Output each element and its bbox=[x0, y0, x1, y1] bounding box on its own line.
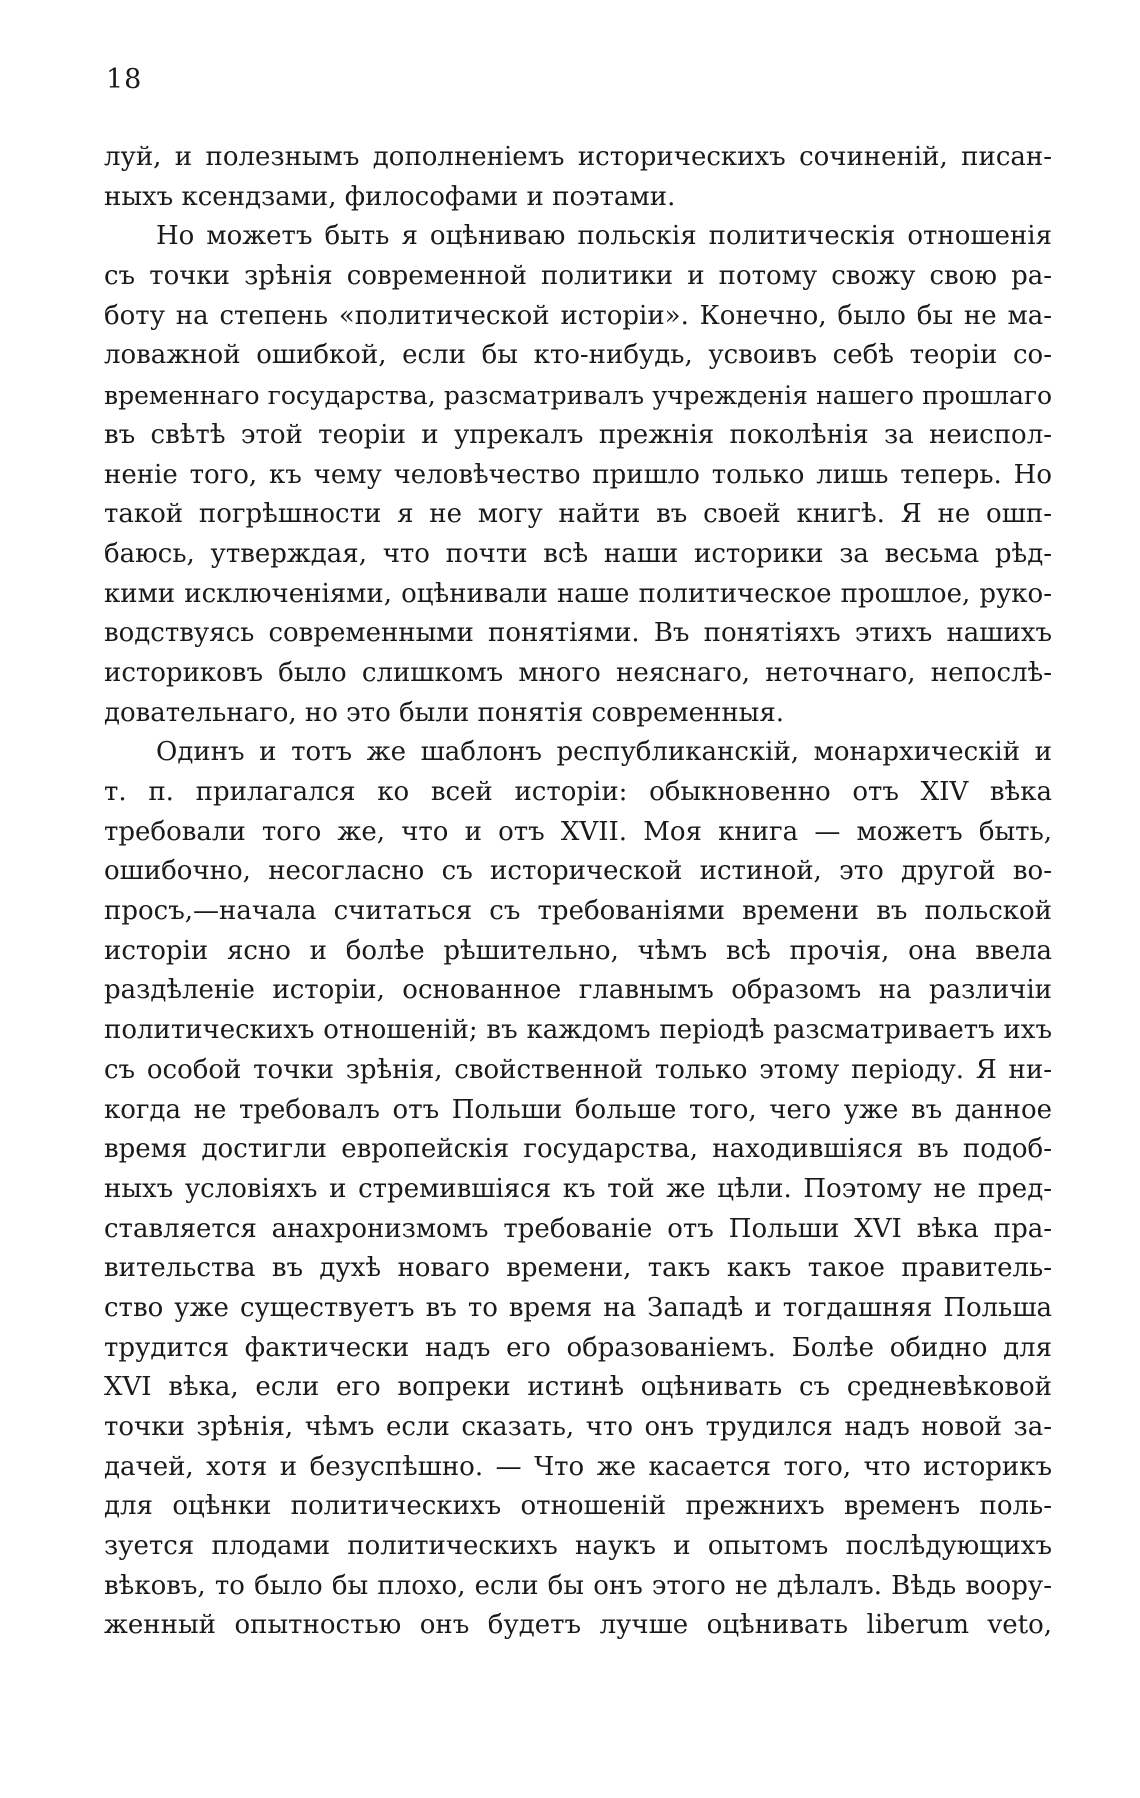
text-line: ныхъ ксендзами, философами и поэтами. bbox=[104, 181, 676, 212]
text-line: неніе того, къ чему человѣчество пришло только лишь теперь. Но bbox=[104, 459, 1052, 490]
text-line: баюсь, утверждая, что почти всѣ наши историки за весьма рѣд- bbox=[104, 538, 1052, 569]
text-line: водствуясь современными понятіями. Въ понятіяхъ этихъ нашихъ bbox=[104, 618, 1052, 649]
text-line: ство уже существуетъ въ то время на Западѣ и тогдашняя Польша bbox=[104, 1292, 1052, 1323]
text-line: точки зрѣнія, чѣмъ если сказать, что онъ трудился надъ новой за- bbox=[104, 1412, 1052, 1442]
text-line: вительства въ духѣ новаго времени, такъ какъ такое правитель- bbox=[104, 1253, 1052, 1284]
page-number: 18 bbox=[106, 64, 143, 95]
text-line: ныхъ условіяхъ и стремившіяся къ той же цѣли. Поэтому не пред- bbox=[104, 1173, 1052, 1204]
text-line: исторіи ясно и болѣе рѣшительно, чѣмъ всѣ прочія, она ввела bbox=[104, 935, 1052, 966]
text-line: женный опытностью онъ будетъ лучше оцѣнивать liberum veto, bbox=[104, 1610, 1052, 1641]
text-line: вѣковъ, то было бы плохо, если бы онъ этого не дѣлалъ. Вѣдь воору- bbox=[104, 1570, 1052, 1601]
text-line: зуется плодами политическихъ наукъ и опытомъ послѣдующихъ bbox=[104, 1531, 1052, 1562]
text-line: довательнаго, но это были понятія современныя. bbox=[104, 697, 785, 728]
text-line: луй, и полезнымъ дополненіемъ историческихъ сочиненій, писан- bbox=[104, 142, 1052, 172]
text-line: ставляется анахронизмомъ требованіе отъ Польши XVI вѣка пра- bbox=[104, 1213, 1052, 1244]
text-line: съ особой точки зрѣнія, свойственной только этому періоду. Я ни- bbox=[104, 1054, 1052, 1085]
text-line: XVI вѣка, если его вопреки истинѣ оцѣнивать съ средневѣковой bbox=[104, 1372, 1052, 1403]
text-line: съ точки зрѣнія современной политики и потому свожу свою ра- bbox=[104, 261, 1052, 292]
text-line: ловажной ошибкой, если бы кто-нибудь, усвоивъ себѣ теоріи со- bbox=[104, 340, 1052, 371]
text-line: требовали того же, что и отъ XVII. Моя книга — можетъ быть, bbox=[104, 816, 1052, 847]
text-line: раздѣленіе исторіи, основанное главнымъ образомъ на различіи bbox=[104, 975, 1052, 1006]
text-line: Одинъ и тотъ же шаблонъ республиканскій, монархическій и bbox=[156, 737, 1052, 768]
text-line: дачей, хотя и безуспѣшно. — Что же касается того, что историкъ bbox=[104, 1451, 1052, 1482]
text-line: время достигли европейскія государства, находившіяся въ подоб- bbox=[104, 1134, 1052, 1165]
text-line: просъ,—начала считаться съ требованіями времени въ польской bbox=[104, 896, 1052, 927]
text-line: для оцѣнки политическихъ отношеній прежнихъ временъ поль- bbox=[104, 1491, 1052, 1522]
text-line: Но можетъ быть я оцѣниваю польскія политическія отношенія bbox=[156, 221, 1052, 252]
body-text bbox=[104, 138, 1052, 1646]
text-line: въ свѣтѣ этой теоріи и упрекалъ прежнія поколѣнія за неиспол- bbox=[104, 419, 1052, 450]
text-line: кими исключеніями, оцѣнивали наше политическое прошлое, руко- bbox=[104, 578, 1052, 609]
text-line: временнаго государства, разсматривалъ учрежденія нашего прошлаго bbox=[104, 381, 1052, 411]
text-line: когда не требовалъ отъ Польши больше того, чего уже въ данное bbox=[104, 1094, 1052, 1125]
text-line: т. п. прилагался ко всей исторіи: обыкновенно отъ XIV вѣка bbox=[104, 777, 1052, 807]
text-line: политическихъ отношеній; въ каждомъ періодѣ разсматриваетъ ихъ bbox=[104, 1015, 1052, 1046]
text-line: ошибочно, несогласно съ исторической истиной, это другой во- bbox=[104, 856, 1052, 887]
text-line: историковъ было слишкомъ много неяснаго, неточнаго, непослѣ- bbox=[104, 657, 1052, 688]
text-line: боту на степень «политической исторіи». Конечно, было бы не ма- bbox=[104, 300, 1052, 331]
text-line: трудится фактически надъ его образованіемъ. Болѣе обидно для bbox=[104, 1332, 1052, 1363]
text-line: такой погрѣшности я не могу найти въ своей книгѣ. Я не ошп- bbox=[104, 499, 1052, 530]
